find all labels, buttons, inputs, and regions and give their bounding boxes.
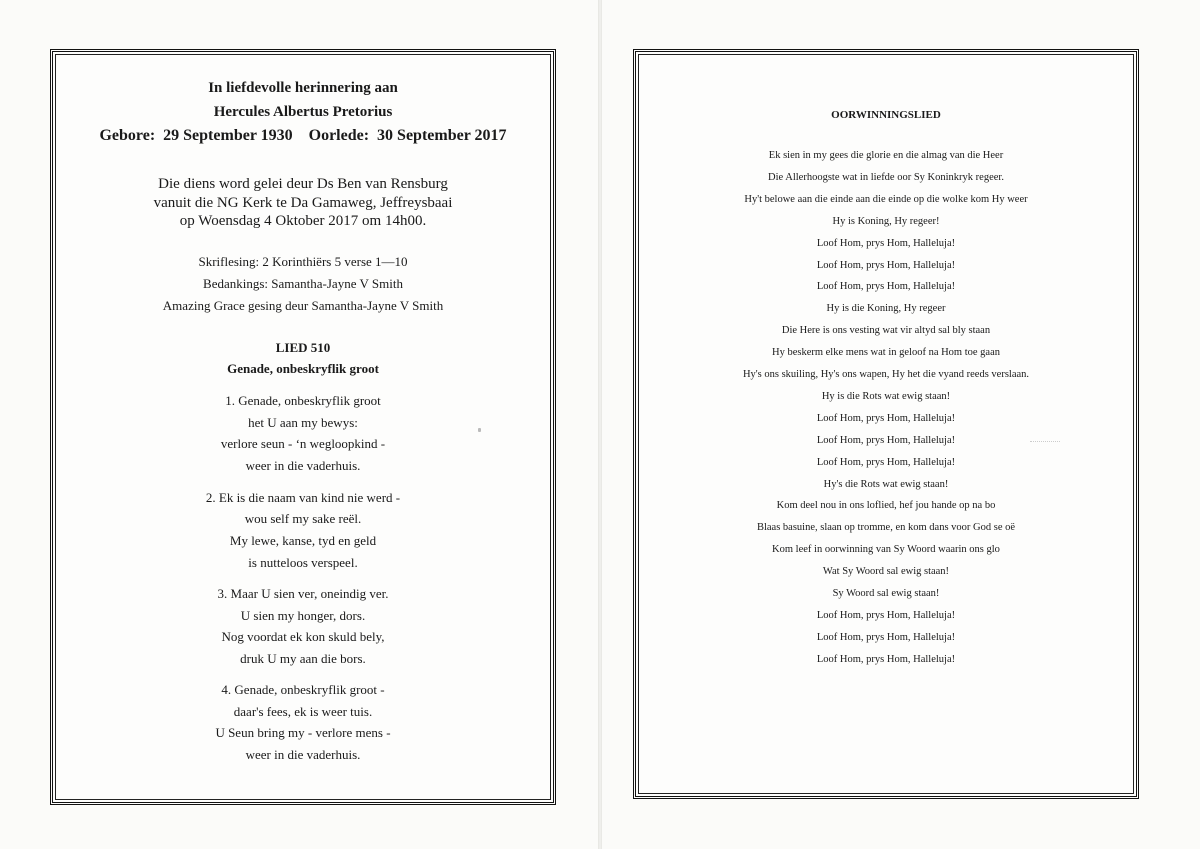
song-line-4: Hy is Koning, Hy regeer! <box>832 215 940 227</box>
service-line-2: vanuit die NG Kerk te Da Gamaweg, Jeffreysbaai <box>153 195 453 211</box>
left-frame <box>50 49 556 805</box>
song-line-2: Die Allerhoogste wat in liefde oor Sy Koninkryk regeer. <box>768 171 1004 183</box>
song-line-15: Loof Hom, prys Hom, Halleluja! <box>816 456 956 468</box>
service-line-3: op Woensdag 4 Oktober 2017 om 14h00. <box>179 213 427 229</box>
song-line-13: Loof Hom, prys Hom, Halleluja! <box>816 412 956 424</box>
verse-2-line-4: is nutteloos verspeel. <box>248 555 358 570</box>
song-line-5: Loof Hom, prys Hom, Halleluja! <box>816 237 956 249</box>
song-line-24: Loof Hom, prys Hom, Halleluja! <box>816 653 956 665</box>
song-line-10: Hy beskerm elke mens wat in geloof na Hom toe gaan <box>771 347 1001 359</box>
verse-1-line-2: het U aan my bewys: <box>248 415 358 430</box>
song-line-14: Loof Hom, prys Hom, Halleluja! <box>816 434 956 446</box>
song-line-19: Kom leef in oorwinning van Sy Woord waarin ons glo <box>772 544 1000 556</box>
program-thanks: Bedankings: Samantha-Jayne V Smith <box>203 276 403 291</box>
right-content <box>636 52 1136 796</box>
song-title: OORWINNINGSLIED <box>831 109 941 121</box>
birth-death-dates: Gebore: 29 September 1930 Oorlede: 30 September 2017 <box>99 127 507 144</box>
verse-3-line-2: U sien my honger, dors. <box>240 608 366 623</box>
scan-dots <box>1030 441 1060 443</box>
song-line-12: Hy is die Rots wat ewig staan! <box>821 390 951 402</box>
service-line-1: Die diens word gelei deur Ds Ben van Rensburg <box>158 176 448 192</box>
verse-4-line-3: U Seun bring my - verlore mens - <box>215 725 391 740</box>
song-line-6: Loof Hom, prys Hom, Halleluja! <box>816 259 956 271</box>
verse-1-line-3: verlore seun - ‘n wegloopkind - <box>220 436 386 451</box>
verse-4-line-2: daar's fees, ek is weer tuis. <box>233 704 373 719</box>
song-line-17: Kom deel nou in ons loflied, hef jou hande op na bo <box>776 500 996 512</box>
verse-1-line-1: 1. Genade, onbeskryflik groot <box>225 393 381 408</box>
verse-3-line-3: Nog voordat ek kon skuld bely, <box>221 629 385 644</box>
verse-3-line-1: 3. Maar U sien ver, oneindig ver. <box>217 586 389 601</box>
verse-2-line-3: My lewe, kanse, tyd en geld <box>229 533 377 548</box>
left-content <box>53 52 553 802</box>
song-line-23: Loof Hom, prys Hom, Halleluja! <box>816 631 956 643</box>
song-line-22: Loof Hom, prys Hom, Halleluja! <box>816 609 956 621</box>
hymn-number: LIED 510 <box>275 340 331 355</box>
song-line-9: Die Here is ons vesting wat vir altyd sal bly staan <box>781 325 991 337</box>
song-line-1: Ek sien in my gees die glorie en die almag van die Heer <box>768 150 1004 161</box>
song-line-18: Blaas basuine, slaan op tromme, en kom dans voor God se oë <box>756 522 1016 534</box>
memorial-heading: In liefdevolle herinnering aan <box>208 80 398 96</box>
song-line-8: Hy is die Koning, Hy regeer <box>826 303 946 315</box>
hymn-title: Genade, onbeskryflik groot <box>227 361 379 376</box>
song-line-7: Loof Hom, prys Hom, Halleluja! <box>816 281 956 293</box>
deceased-name: Hercules Albertus Pretorius <box>213 104 393 120</box>
song-line-11: Hy's ons skuiling, Hy's ons wapen, Hy het die vyand reeds verslaan. <box>742 369 1030 380</box>
song-line-20: Wat Sy Woord sal ewig staan! <box>822 566 950 578</box>
verse-2-line-1: 2. Ek is die naam van kind nie werd - <box>205 490 401 505</box>
program-scripture: Skriflesing: 2 Korinthiërs 5 verse 1—10 <box>198 254 408 269</box>
program-song: Amazing Grace gesing deur Samantha-Jayne V Smith <box>162 298 444 313</box>
scan-speck <box>478 428 481 432</box>
song-line-21: Sy Woord sal ewig staan! <box>832 588 940 599</box>
song-line-3: Hy't belowe aan die einde aan die einde op die wolke kom Hy weer <box>744 193 1028 205</box>
verse-3-line-4: druk U my aan die bors. <box>240 651 366 666</box>
verse-4-line-1: 4. Genade, onbeskryflik groot - <box>221 682 385 697</box>
verse-2-line-2: wou self my sake reël. <box>244 511 362 526</box>
song-line-16: Hy's die Rots wat ewig staan! <box>823 478 949 490</box>
verse-1-line-4: weer in die vaderhuis. <box>245 458 361 473</box>
verse-4-line-4: weer in die vaderhuis. <box>245 747 361 762</box>
right-frame <box>633 49 1139 799</box>
